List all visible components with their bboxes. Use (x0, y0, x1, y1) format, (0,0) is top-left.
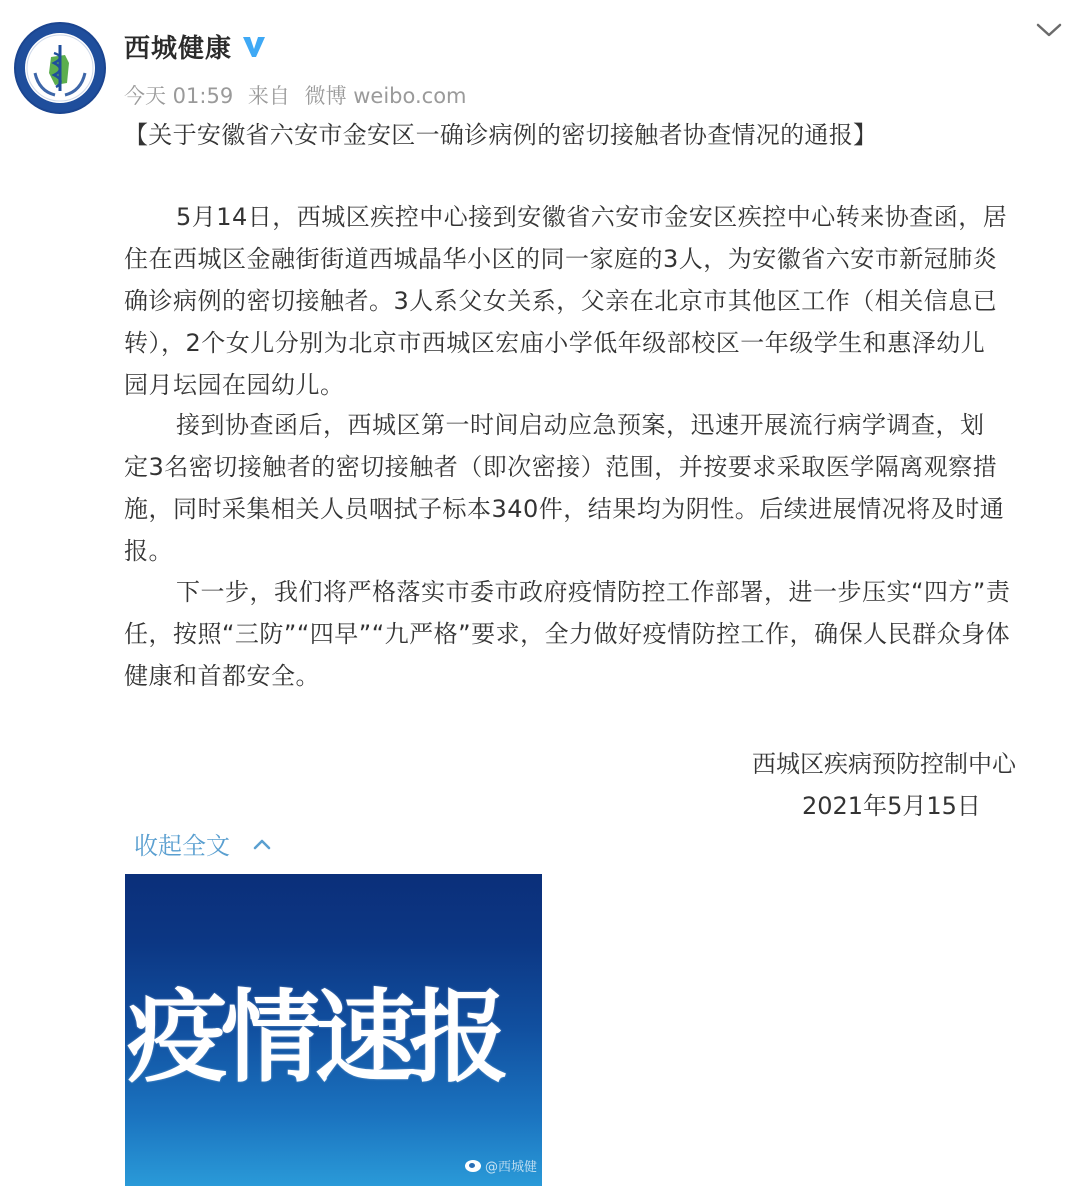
post-meta (124, 80, 467, 110)
post-source[interactable]: 微博 weibo.com (304, 84, 467, 108)
author-name[interactable]: 西城健康 (124, 34, 233, 64)
signature-date: 2021年5月15日 (802, 792, 981, 820)
verified-badge-icon (240, 32, 268, 60)
image-title-text: 疫情速报 (127, 978, 503, 1096)
watermark-text: @西城健 (485, 1160, 538, 1175)
text-line: 施，同时采集相关人员咽拭子标本340件，结果均为阴性。后续进展情况将及时通 (124, 495, 1005, 523)
text-line: 定3名密切接触者的密切接触者（即次密接）范围，并按要求采取医学隔离观察措 (124, 453, 998, 481)
collapse-label: 收起全文 (134, 832, 230, 860)
text-line: 任，按照“三防”“四早”“九严格”要求，全力做好疫情防控工作，确保人民群众身体 (124, 620, 1011, 648)
text-line: 报。 (124, 537, 173, 565)
text-line: 转），2个女儿分别为北京市西城区宏庙小学低年级部校区一年级学生和惠泽幼儿 (124, 329, 986, 357)
health-commission-emblem-icon (25, 33, 95, 103)
chevron-down-icon[interactable] (1034, 20, 1064, 40)
post-title: 【关于安徽省六安市金安区一确诊病例的密切接触者协查情况的通报】 (124, 121, 878, 149)
text-line: 住在西城区金融街街道西城晶华小区的同一家庭的3人，为安徽省六安市新冠肺炎 (124, 245, 998, 273)
collapse-full-text-link[interactable] (134, 826, 272, 861)
source-prefix: 来自 (247, 84, 290, 108)
avatar[interactable] (14, 22, 106, 114)
text-line: 园月坛园在园幼儿。 (124, 371, 345, 399)
paragraph-2 (124, 404, 1064, 572)
paragraph-1 (124, 196, 1064, 406)
text-line: 健康和首都安全。 (124, 662, 320, 690)
text-line: 下一步，我们将严格落实市委市政府疫情防控工作部署，进一步压实“四方”责 (176, 578, 1011, 606)
text-line: 接到协查函后，西城区第一时间启动应急预案，迅速开展流行病学调查，划 (176, 411, 985, 439)
image-watermark (465, 1156, 537, 1175)
post-time[interactable]: 今天 01:59 (124, 84, 234, 108)
weibo-logo-icon (465, 1160, 481, 1172)
text-line: 5月14日，西城区疾控中心接到安徽省六安市金安区疾控中心转来协查函，居 (176, 203, 1008, 231)
text-line: 确诊病例的密切接触者。3人系父女关系，父亲在北京市其他区工作（相关信息已 (124, 287, 998, 315)
post-image[interactable] (125, 874, 542, 1186)
chevron-up-icon (252, 837, 272, 851)
signature-org: 西城区疾病预防控制中心 (752, 750, 1016, 778)
paragraph-3 (124, 571, 1064, 697)
